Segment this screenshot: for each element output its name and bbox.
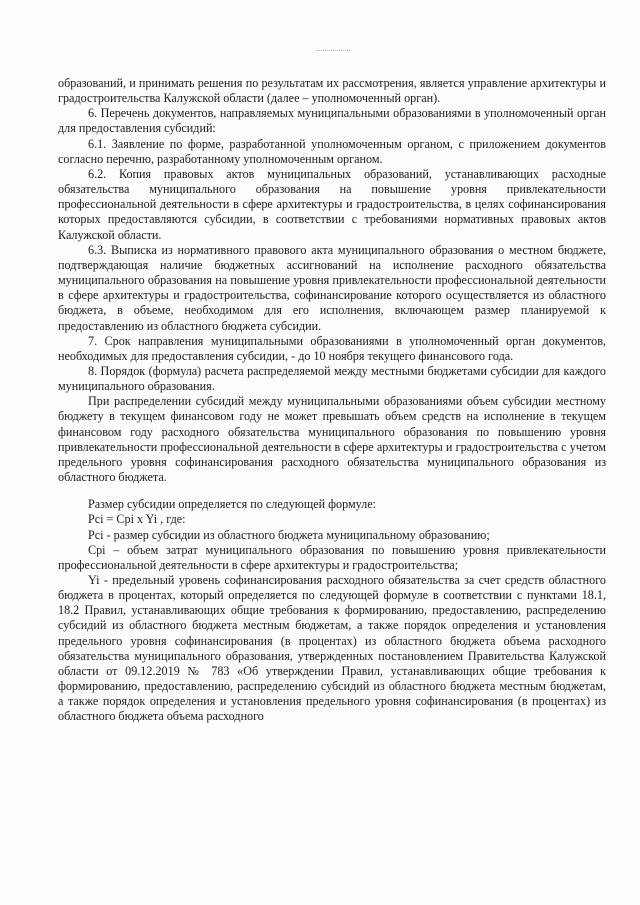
paragraph-formula-intro: Размер субсидии определяется по следующей формуле: <box>88 497 377 512</box>
paragraph-8: 8. Порядок (формула) расчета распределяемой между местными бюджетами субсидии для каждого муниципального образования. <box>58 363 606 394</box>
scan-artifact <box>316 50 350 53</box>
document-body <box>58 76 606 725</box>
paragraph-6-1: 6.1. Заявление по форме, разработанной уполномоченным органом, с приложением документов согласно перечню, разработанному уполномоченным органом. <box>58 136 606 166</box>
paragraph-6: 6. Перечень документов, направляемых муниципальными образованиями в уполномоченный орган для предоставления субсидий: <box>58 106 606 136</box>
paragraph-distribution: При распределении субсидий между муниципальными образованиями объем субсидии местному бюджету в текущем финансовом году не может превышать объем средств на исполнение в текущем финансовом году расходного обязательства муниципального образования по повышению уровня привлекательности профессиональной деятельности в сфере архитектуры и градостроительства с учетом предельного уровня софинансирования расходного обязательства муниципального образования из областного бюджета. <box>58 394 606 485</box>
paragraph-6-2: 6.2. Копия правовых актов муниципальных образований, устанавливающих расходные обязательства муниципального образования на повышение уровня привлекательности профессиональной деятельности в сфере архитектуры и градостроительства, в целях софинансирования которых предоставляются субсидии, в соответствии с требованиями нормативных правовых актов Калужской области. <box>58 166 606 242</box>
paragraph-7: 7. Срок направления муниципальными образованиями в уполномоченный орган документов, необходимых для предоставления субсидии, - до 10 ноября текущего финансового года. <box>58 333 606 363</box>
definition-yi: Yi - предельный уровень софинансирования расходного обязательства за счет средств областного бюджета в процентах, который определяется по следующей формуле в соответствии с пунктами 18.1, 18.2 Правил, устанавливающих общие требования к формированию, предоставлению, распределению субсидий из областного бюджета местным бюджетам, а также порядок определения и установления предельного уровня софинансирования (в процентах) из областного бюджета объема расходного обязательства муниципального образования, утвержденных постановлением Правительства Калужской области от 09.12.2019 № 783 «Об утверждении Правил, устанавливающих общие требования к формированию, предоставлению, распределению субсидий из областного бюджета местным бюджетам, а также порядок определения и установления предельного уровня софинансирования (в процентах) из областного бюджета объема расходного <box>58 573 606 724</box>
definition-pci: Pci - размер субсидии из областного бюджета муниципальному образованию; <box>88 527 490 542</box>
paragraph-continuation: образований, и принимать решения по результатам их рассмотрения, является управление архитектуры и градостроительства Калужской области (далее – уполномоченный орган). <box>58 76 606 106</box>
paragraph-6-3: 6.3. Выписка из нормативного правового акта муниципального образования о местном бюджете, подтверждающая наличие бюджетных ассигнований на исполнение расходного обязательства муниципального образования на повышение уровня привлекательности профессиональной деятельности в сфере архитектуры и градостроительства, софинансирование которого осуществляется из областного бюджета, в объеме, необходимом для его исполнения, включающем размер планируемой к предоставлению из областного бюджета субсидии. <box>58 242 606 333</box>
formula-line: Pci = Cpi x Yi , где: <box>88 512 186 527</box>
definition-cpi: Cpi – объем затрат муниципального образования по повышению уровня привлекательности профессиональной деятельности в сфере архитектуры и градостроительства; <box>58 542 606 572</box>
